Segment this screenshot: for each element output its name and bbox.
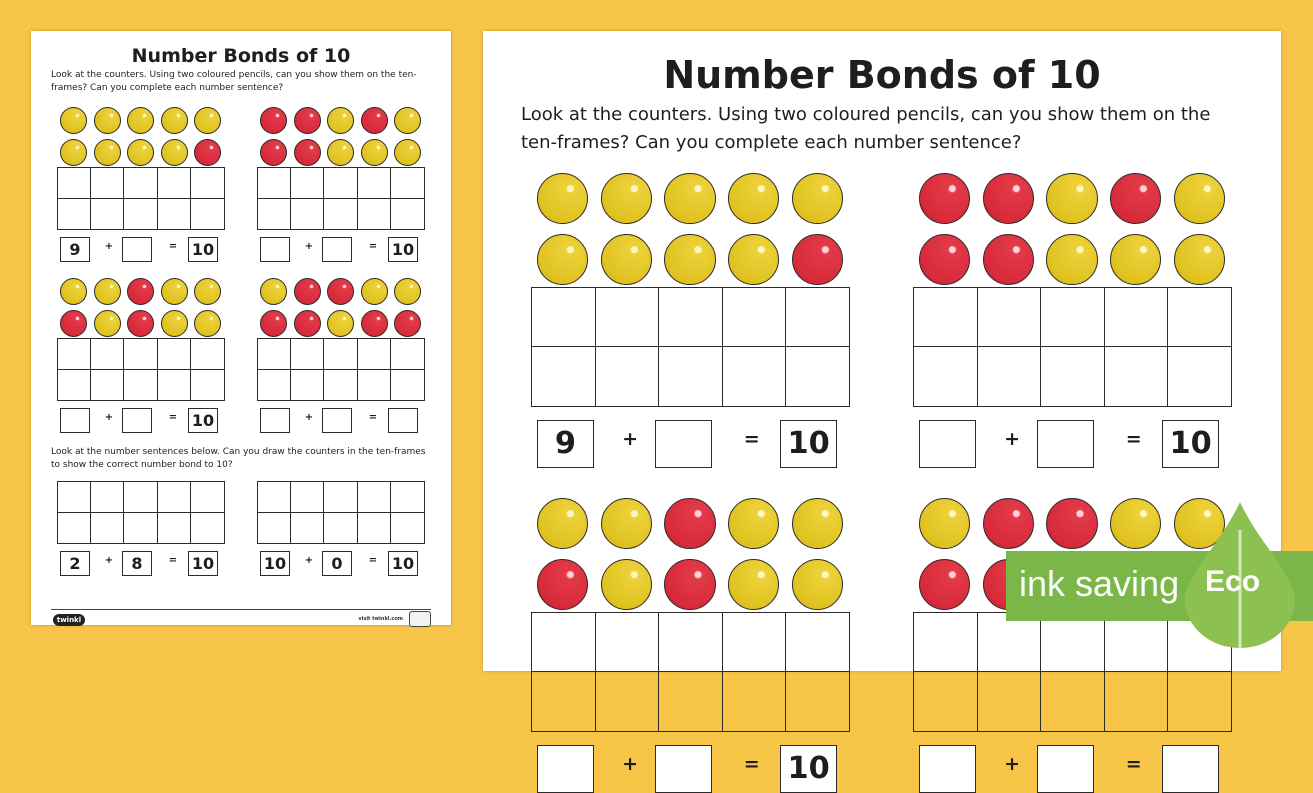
counter-yellow: [601, 234, 652, 285]
draw-instruction-text: Look at the number sentences below. Can you draw the counters in the ten-frames to show the correct number bond to 10?: [51, 447, 426, 470]
ten-frame-cell[interactable]: [324, 339, 357, 370]
counter-yellow: [94, 139, 121, 166]
addend-box[interactable]: 9: [537, 420, 594, 468]
ten-frame-cell[interactable]: [191, 168, 224, 199]
counter-yellow: [792, 559, 843, 610]
ten-frame-cell[interactable]: [391, 199, 424, 230]
counter-yellow: [94, 107, 121, 134]
counter-red: [983, 234, 1034, 285]
addend-box[interactable]: [1037, 745, 1094, 793]
counter-red: [919, 173, 970, 224]
ten-frame-cell[interactable]: [158, 199, 191, 230]
addend-box[interactable]: [60, 408, 90, 433]
zoom-title: Number Bonds of 10: [663, 53, 1101, 97]
counter-yellow: [394, 107, 421, 134]
counter-yellow: [161, 310, 188, 337]
addend-box[interactable]: [122, 237, 152, 262]
ten-frame[interactable]: [257, 167, 425, 230]
ten-frame-cell[interactable]: [258, 513, 291, 544]
counter-yellow: [394, 139, 421, 166]
ten-frame[interactable]: [57, 167, 225, 230]
ten-frame-cell[interactable]: [659, 347, 722, 406]
ten-frame-cell[interactable]: [324, 370, 357, 401]
ten-frame-cell[interactable]: [124, 339, 157, 370]
ten-frame-cell[interactable]: [124, 513, 157, 544]
counter-yellow: [94, 278, 121, 305]
counter-yellow: [537, 173, 588, 224]
counter-yellow: [361, 278, 388, 305]
ten-frame-cell[interactable]: [124, 482, 157, 513]
total-box[interactable]: 10: [188, 408, 218, 433]
ten-frame-cell[interactable]: [191, 370, 224, 401]
counter-red: [664, 498, 715, 549]
counter-yellow: [919, 498, 970, 549]
ten-frame-cell[interactable]: [914, 288, 977, 347]
ten-frame-cell[interactable]: [358, 482, 391, 513]
plus-sign: +: [1004, 427, 1021, 450]
counter-red: [919, 559, 970, 610]
ten-frame-cell[interactable]: [914, 672, 977, 731]
equals-sign: =: [743, 752, 760, 775]
instruction-text: Look at the counters. Using two coloured pencils, can you show them on the ten-frames? Can you complete each number sentence?: [51, 70, 417, 93]
addend-box[interactable]: 0: [322, 551, 352, 576]
plus-sign: +: [622, 752, 639, 775]
ten-frame-cell[interactable]: [532, 347, 595, 406]
ten-frame-cell[interactable]: [358, 513, 391, 544]
ten-frame-cell[interactable]: [58, 339, 91, 370]
ten-frame-cell[interactable]: [1105, 288, 1168, 347]
ten-frame-cell[interactable]: [91, 339, 124, 370]
worksheet-thumbnail[interactable]: [31, 31, 451, 625]
ten-frame-cell[interactable]: [1168, 347, 1231, 406]
plus-sign: +: [304, 412, 314, 423]
ten-frame-cell[interactable]: [596, 288, 659, 347]
ten-frame-cell[interactable]: [258, 339, 291, 370]
ten-frame-cell[interactable]: [291, 513, 324, 544]
ten-frame-cell[interactable]: [258, 370, 291, 401]
ten-frame-cell[interactable]: [723, 288, 786, 347]
ten-frame-cell[interactable]: [58, 482, 91, 513]
counter-yellow: [537, 498, 588, 549]
addend-box[interactable]: [919, 745, 976, 793]
addend-box[interactable]: [260, 237, 290, 262]
counter-yellow: [94, 310, 121, 337]
plus-sign: +: [304, 555, 314, 566]
ten-frame-cell[interactable]: [291, 339, 324, 370]
addend-box[interactable]: 8: [122, 551, 152, 576]
addend-box[interactable]: 9: [60, 237, 90, 262]
ten-frame-cell[interactable]: [291, 168, 324, 199]
addend-box[interactable]: 10: [260, 551, 290, 576]
ten-frame-cell[interactable]: [58, 199, 91, 230]
counter-yellow: [601, 173, 652, 224]
ten-frame-cell[interactable]: [391, 482, 424, 513]
counter-yellow: [260, 278, 287, 305]
total-box[interactable]: 10: [388, 551, 418, 576]
addend-box[interactable]: [322, 408, 352, 433]
total-box[interactable]: 10: [188, 551, 218, 576]
counter-yellow: [1046, 173, 1097, 224]
counter-yellow: [361, 139, 388, 166]
ten-frame-cell[interactable]: [659, 613, 722, 672]
counter-yellow: [194, 278, 221, 305]
counter-yellow: [1110, 234, 1161, 285]
ten-frame-cell[interactable]: [191, 339, 224, 370]
counter-red: [983, 173, 1034, 224]
ten-frame-cell[interactable]: [124, 370, 157, 401]
twinkl-logo: twinkl: [53, 614, 85, 626]
counter-red: [394, 310, 421, 337]
counter-red: [294, 278, 321, 305]
eco-label: Eco: [1205, 565, 1261, 598]
ten-frame-cell[interactable]: [978, 347, 1041, 406]
ten-frame-cell[interactable]: [786, 613, 849, 672]
counter-yellow: [537, 234, 588, 285]
ten-frame-cell[interactable]: [1041, 288, 1104, 347]
ten-frame-cell[interactable]: [91, 168, 124, 199]
total-box[interactable]: 10: [780, 745, 837, 793]
ten-frame-cell[interactable]: [596, 672, 659, 731]
ten-frame-cell[interactable]: [191, 482, 224, 513]
ten-frame-cell[interactable]: [596, 613, 659, 672]
total-box[interactable]: 10: [188, 237, 218, 262]
counter-red: [664, 559, 715, 610]
award-badge-icon: [409, 611, 431, 627]
equals-sign: =: [168, 241, 178, 252]
equals-sign: =: [368, 555, 378, 566]
ten-frame-cell[interactable]: [391, 339, 424, 370]
counter-red: [294, 310, 321, 337]
ten-frame-cell[interactable]: [191, 199, 224, 230]
ten-frame-cell[interactable]: [914, 613, 977, 672]
visit-link: visit twinkl.com: [358, 616, 403, 622]
ten-frame-cell[interactable]: [1168, 288, 1231, 347]
equals-sign: =: [1125, 752, 1142, 775]
counter-yellow: [664, 173, 715, 224]
ten-frame-cell[interactable]: [786, 672, 849, 731]
counter-yellow: [1046, 234, 1097, 285]
counter-yellow: [664, 234, 715, 285]
equals-sign: =: [168, 412, 178, 423]
counter-red: [327, 278, 354, 305]
counter-yellow: [728, 234, 779, 285]
counter-yellow: [1174, 234, 1225, 285]
ten-frame-cell[interactable]: [258, 199, 291, 230]
counter-yellow: [194, 310, 221, 337]
addend-box[interactable]: [537, 745, 594, 793]
addend-box[interactable]: [322, 237, 352, 262]
ten-frame-cell[interactable]: [291, 370, 324, 401]
ten-frame[interactable]: [913, 287, 1232, 407]
ten-frame-cell[interactable]: [291, 199, 324, 230]
ten-frame-cell[interactable]: [532, 288, 595, 347]
counter-yellow: [601, 498, 652, 549]
ten-frame-cell[interactable]: [1168, 672, 1231, 731]
ten-frame-cell[interactable]: [324, 199, 357, 230]
ten-frame-cell[interactable]: [158, 513, 191, 544]
counter-yellow: [792, 498, 843, 549]
counter-red: [260, 310, 287, 337]
equals-sign: =: [743, 427, 760, 450]
counter-yellow: [327, 310, 354, 337]
ten-frame-cell[interactable]: [58, 370, 91, 401]
counter-red: [1046, 498, 1097, 549]
ten-frame[interactable]: [57, 338, 225, 401]
equals-sign: =: [368, 412, 378, 423]
ten-frame-cell[interactable]: [1041, 613, 1104, 672]
ten-frame-cell[interactable]: [358, 168, 391, 199]
counter-red: [983, 498, 1034, 549]
ten-frame-cell[interactable]: [124, 199, 157, 230]
ten-frame-cell[interactable]: [324, 168, 357, 199]
addend-box[interactable]: [919, 420, 976, 468]
counter-red: [127, 310, 154, 337]
ten-frame-cell[interactable]: [1105, 347, 1168, 406]
ten-frame-cell[interactable]: [91, 513, 124, 544]
plus-sign: +: [622, 427, 639, 450]
ten-frame-cell[interactable]: [324, 513, 357, 544]
counter-yellow: [728, 559, 779, 610]
ten-frame-cell[interactable]: [291, 482, 324, 513]
counter-red: [792, 234, 843, 285]
ten-frame-cell[interactable]: [978, 613, 1041, 672]
counter-red: [919, 234, 970, 285]
counter-yellow: [728, 498, 779, 549]
counter-red: [294, 139, 321, 166]
ten-frame-cell[interactable]: [532, 672, 595, 731]
addend-box[interactable]: [260, 408, 290, 433]
ten-frame-cell[interactable]: [596, 347, 659, 406]
total-box[interactable]: [1162, 745, 1219, 793]
ten-frame-cell[interactable]: [358, 199, 391, 230]
addend-box[interactable]: [655, 420, 712, 468]
counter-red: [194, 139, 221, 166]
plus-sign: +: [304, 241, 314, 252]
ten-frame-cell[interactable]: [1105, 672, 1168, 731]
ten-frame-cell[interactable]: [158, 370, 191, 401]
ten-frame-cell[interactable]: [1041, 672, 1104, 731]
addend-box[interactable]: [1037, 420, 1094, 468]
counter-yellow: [728, 173, 779, 224]
counter-red: [537, 559, 588, 610]
ten-frame-cell[interactable]: [391, 370, 424, 401]
ten-frame[interactable]: [531, 287, 850, 407]
ten-frame-cell[interactable]: [659, 288, 722, 347]
footer-divider: [51, 609, 431, 610]
ten-frame-cell[interactable]: [723, 672, 786, 731]
ten-frame-cell[interactable]: [978, 288, 1041, 347]
equals-sign: =: [1125, 427, 1142, 450]
counter-yellow: [127, 139, 154, 166]
ten-frame-cell[interactable]: [158, 339, 191, 370]
ten-frame-cell[interactable]: [786, 288, 849, 347]
addend-box[interactable]: 2: [60, 551, 90, 576]
counter-red: [260, 107, 287, 134]
counter-yellow: [194, 107, 221, 134]
counter-yellow: [127, 107, 154, 134]
ten-frame-cell[interactable]: [659, 672, 722, 731]
ten-frame-cell[interactable]: [324, 482, 357, 513]
ten-frame-cell[interactable]: [532, 613, 595, 672]
counter-yellow: [1174, 173, 1225, 224]
ten-frame-cell[interactable]: [158, 482, 191, 513]
counter-red: [1110, 173, 1161, 224]
counter-yellow: [161, 107, 188, 134]
ten-frame-cell[interactable]: [391, 513, 424, 544]
ten-frame-cell[interactable]: [258, 482, 291, 513]
counter-red: [260, 139, 287, 166]
ten-frame[interactable]: [531, 612, 850, 732]
ten-frame-cell[interactable]: [358, 339, 391, 370]
total-box[interactable]: 10: [1162, 420, 1219, 468]
ten-frame-cell[interactable]: [158, 168, 191, 199]
counter-red: [294, 107, 321, 134]
ten-frame-cell[interactable]: [391, 168, 424, 199]
ten-frame-cell[interactable]: [358, 370, 391, 401]
plus-sign: +: [104, 241, 114, 252]
ink-saving-text: ink saving: [1019, 563, 1180, 604]
counter-red: [127, 278, 154, 305]
counter-red: [361, 107, 388, 134]
total-box[interactable]: [388, 408, 418, 433]
plus-sign: +: [104, 412, 114, 423]
worksheet-title: Number Bonds of 10: [131, 45, 351, 67]
ten-frame[interactable]: [257, 338, 425, 401]
ten-frame-cell[interactable]: [786, 347, 849, 406]
ten-frame-cell[interactable]: [91, 199, 124, 230]
counter-yellow: [327, 107, 354, 134]
ten-frame-cell[interactable]: [124, 168, 157, 199]
counter-yellow: [327, 139, 354, 166]
equals-sign: =: [368, 241, 378, 252]
ten-frame-cell[interactable]: [58, 168, 91, 199]
ten-frame-cell[interactable]: [58, 513, 91, 544]
counter-yellow: [60, 139, 87, 166]
ten-frame-cell[interactable]: [978, 672, 1041, 731]
ten-frame-cell[interactable]: [191, 513, 224, 544]
ten-frame-cell[interactable]: [914, 347, 977, 406]
counter-red: [60, 310, 87, 337]
ten-frame-cell[interactable]: [1105, 613, 1168, 672]
ten-frame-cell[interactable]: [723, 347, 786, 406]
counter-yellow: [60, 107, 87, 134]
counter-yellow: [394, 278, 421, 305]
total-box[interactable]: 10: [388, 237, 418, 262]
plus-sign: +: [1004, 752, 1021, 775]
ten-frame[interactable]: [57, 481, 225, 544]
counter-yellow: [161, 139, 188, 166]
plus-sign: +: [104, 555, 114, 566]
counter-yellow: [161, 278, 188, 305]
counter-yellow: [1110, 498, 1161, 549]
addend-box[interactable]: [122, 408, 152, 433]
counter-yellow: [792, 173, 843, 224]
ten-frame-cell[interactable]: [723, 613, 786, 672]
ten-frame-cell[interactable]: [1041, 347, 1104, 406]
ten-frame[interactable]: [257, 481, 425, 544]
equals-sign: =: [168, 555, 178, 566]
counter-yellow: [601, 559, 652, 610]
counter-yellow: [60, 278, 87, 305]
addend-box[interactable]: [655, 745, 712, 793]
ten-frame-cell[interactable]: [91, 482, 124, 513]
ten-frame-cell[interactable]: [91, 370, 124, 401]
zoom-instruction-text: Look at the counters. Using two coloured pencils, can you show them on the ten-frames? Can you complete each number sentence?: [521, 104, 1211, 153]
counter-red: [361, 310, 388, 337]
ten-frame-cell[interactable]: [258, 168, 291, 199]
total-box[interactable]: 10: [780, 420, 837, 468]
